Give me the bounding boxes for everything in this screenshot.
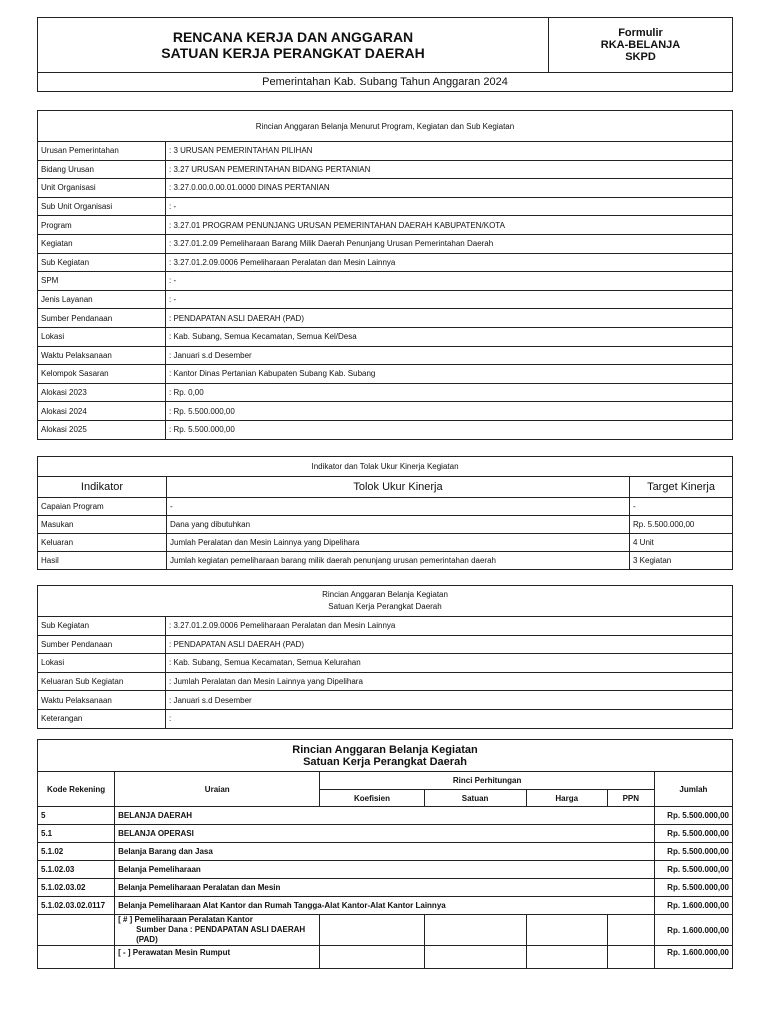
row-value: : -	[166, 272, 733, 291]
row-value: : Jumlah Peralatan dan Mesin Lainnya yang Dipelihara	[166, 672, 733, 691]
row-value: : PENDAPATAN ASLI DAERAH (PAD)	[166, 309, 733, 328]
uraian-cell: Belanja Pemeliharaan Peralatan dan Mesin	[115, 879, 655, 897]
row-value: : 3.27.01.2.09.0006 Pemeliharaan Peralatan dan Mesin Lainnya	[166, 617, 733, 636]
row-value: : Januari s.d Desember	[166, 691, 733, 710]
jumlah-cell: Rp. 5.500.000,00	[654, 843, 732, 861]
row-value: : Rp. 5.500.000,00	[166, 402, 733, 421]
row-label: Kelompok Sasaran	[38, 365, 166, 384]
activity-info-row	[38, 672, 733, 691]
jumlah-cell: Rp. 5.500.000,00	[654, 861, 732, 879]
kode-rekening-cell: 5.1	[38, 825, 115, 843]
activity-info-row	[38, 691, 733, 710]
row-label: Sub Kegiatan	[38, 617, 166, 636]
form-type: RKA-BELANJA	[600, 39, 681, 51]
form-unit: SKPD	[625, 51, 656, 63]
program-info-row	[38, 272, 733, 291]
row-value: : 3 URUSAN PEMERINTAHAN PILIHAN	[166, 142, 733, 161]
program-info-row	[38, 197, 733, 216]
row-value: : 3.27.01.2.09 Pemeliharaan Barang Milik Daerah Penunjang Urusan Pemerintahan Daerah	[166, 234, 733, 253]
row-label: Lokasi	[38, 327, 166, 346]
row-value: : PENDAPATAN ASLI DAERAH (PAD)	[166, 635, 733, 654]
kode-rekening-cell: 5	[38, 807, 115, 825]
group-satuan-cell	[424, 915, 526, 946]
form-code	[549, 18, 733, 73]
document-header	[37, 17, 733, 92]
program-detail-table	[37, 110, 733, 440]
uraian-cell: BELANJA OPERASI	[115, 825, 655, 843]
program-info-row	[38, 216, 733, 235]
jumlah-cell: Rp. 5.500.000,00	[654, 879, 732, 897]
row-label: Alokasi 2025	[38, 420, 166, 439]
kode-rekening-cell	[38, 915, 115, 946]
group-ppn-cell	[607, 915, 654, 946]
col-tolok-ukur: Tolok Ukur Kinerja	[167, 477, 630, 498]
indicator-target-cell: 4 Unit	[630, 534, 733, 552]
indicator-table	[37, 456, 733, 570]
row-value: : Kab. Subang, Semua Kecamatan, Semua Kelurahan	[166, 654, 733, 673]
item-ppn-cell	[607, 946, 654, 969]
group-source: Sumber Dana : PENDAPATAN ASLI DAERAH (PAD)	[136, 925, 306, 944]
indicator-section-title: Indikator dan Tolak Ukur Kinerja Kegiatan	[38, 457, 733, 477]
row-label: Alokasi 2023	[38, 383, 166, 402]
budget-group-row	[38, 915, 733, 946]
program-info-row	[38, 402, 733, 421]
jumlah-cell: Rp. 1.600.000,00	[654, 946, 732, 969]
col-harga: Harga	[526, 790, 607, 807]
budget-row	[38, 843, 733, 861]
row-label: Waktu Pelaksanaan	[38, 346, 166, 365]
col-koefisien: Koefisien	[320, 790, 424, 807]
program-info-row	[38, 383, 733, 402]
program-info-row	[38, 365, 733, 384]
indicator-row	[38, 516, 733, 534]
jumlah-cell: Rp. 5.500.000,00	[654, 825, 732, 843]
activity-info-row	[38, 709, 733, 728]
activity-section-title	[38, 586, 733, 617]
activity-title-line-2: Satuan Kerja Perangkat Daerah	[328, 602, 442, 611]
row-label: Program	[38, 216, 166, 235]
indicator-indikator-cell: Keluaran	[38, 534, 167, 552]
row-value: : Kantor Dinas Pertanian Kabupaten Subang Kab. Subang	[166, 365, 733, 384]
row-label: Urusan Pemerintahan	[38, 142, 166, 161]
col-uraian: Uraian	[115, 772, 320, 807]
indicator-row	[38, 534, 733, 552]
row-label: Sub Kegiatan	[38, 253, 166, 272]
row-value: : Rp. 0,00	[166, 383, 733, 402]
indicator-indikator-cell: Masukan	[38, 516, 167, 534]
uraian-cell: Belanja Pemeliharaan	[115, 861, 655, 879]
budget-row	[38, 825, 733, 843]
row-value: : Kab. Subang, Semua Kecamatan, Semua Kel/Desa	[166, 327, 733, 346]
program-section-title: Rincian Anggaran Belanja Menurut Program, Kegiatan dan Sub Kegiatan	[38, 111, 733, 142]
budget-row	[38, 807, 733, 825]
budget-table	[37, 739, 733, 969]
row-label: Keluaran Sub Kegiatan	[38, 672, 166, 691]
budget-row	[38, 879, 733, 897]
row-label: Alokasi 2024	[38, 402, 166, 421]
row-value: : Rp. 5.500.000,00	[166, 420, 733, 439]
col-satuan: Satuan	[424, 790, 526, 807]
item-koefisien-cell	[320, 946, 424, 969]
row-value: : Januari s.d Desember	[166, 346, 733, 365]
activity-info-row	[38, 635, 733, 654]
program-info-row	[38, 309, 733, 328]
program-info-row	[38, 327, 733, 346]
row-label: Sub Unit Organisasi	[38, 197, 166, 216]
activity-info-row	[38, 617, 733, 636]
uraian-cell: Belanja Pemeliharaan Alat Kantor dan Rumah Tangga-Alat Kantor-Alat Kantor Lainnya	[115, 897, 655, 915]
col-target-kinerja: Target Kinerja	[630, 477, 733, 498]
activity-detail-table	[37, 585, 733, 729]
kode-rekening-cell: 5.1.02	[38, 843, 115, 861]
document-subtitle: Pemerintahan Kab. Subang Tahun Anggaran 2024	[38, 73, 733, 92]
jumlah-cell: Rp. 5.500.000,00	[654, 807, 732, 825]
program-info-row	[38, 142, 733, 161]
row-label: Sumber Pendanaan	[38, 635, 166, 654]
indicator-tolok-cell: Dana yang dibutuhkan	[167, 516, 630, 534]
indicator-row	[38, 552, 733, 570]
group-koefisien-cell	[320, 915, 424, 946]
indicator-indikator-cell: Hasil	[38, 552, 167, 570]
row-value: : -	[166, 290, 733, 309]
program-info-row	[38, 420, 733, 439]
group-uraian-cell	[115, 915, 320, 946]
budget-section-title	[38, 740, 733, 772]
col-ppn: PPN	[607, 790, 654, 807]
program-info-row	[38, 290, 733, 309]
col-jumlah: Jumlah	[654, 772, 732, 807]
row-label: Jenis Layanan	[38, 290, 166, 309]
budget-item-row	[38, 946, 733, 969]
kode-rekening-cell	[38, 946, 115, 969]
budget-title-line-2: Satuan Kerja Perangkat Daerah	[303, 755, 467, 768]
budget-row	[38, 897, 733, 915]
jumlah-cell: Rp. 1.600.000,00	[654, 897, 732, 915]
item-satuan-cell	[424, 946, 526, 969]
row-label: SPM	[38, 272, 166, 291]
col-indikator: Indikator	[38, 477, 167, 498]
program-info-row	[38, 234, 733, 253]
indicator-tolok-cell: Jumlah Peralatan dan Mesin Lainnya yang Dipelihara	[167, 534, 630, 552]
row-value: : 3.27.01 PROGRAM PENUNJANG URUSAN PEMERINTAHAN DAERAH KABUPATEN/KOTA	[166, 216, 733, 235]
kode-rekening-cell: 5.1.02.03.02	[38, 879, 115, 897]
row-label: Unit Organisasi	[38, 179, 166, 198]
item-uraian-cell: [ - ] Perawatan Mesin Rumput	[115, 946, 320, 969]
col-rinci-perhitungan: Rinci Perhitungan	[320, 772, 654, 790]
indicator-target-cell: -	[630, 498, 733, 516]
row-value: :	[166, 709, 733, 728]
group-title: [ # ] Pemeliharaan Peralatan Kantor	[118, 915, 253, 924]
row-label: Lokasi	[38, 654, 166, 673]
row-value: : 3.27.0.00.0.00.01.0000 DINAS PERTANIAN	[166, 179, 733, 198]
row-label: Kegiatan	[38, 234, 166, 253]
program-info-row	[38, 179, 733, 198]
indicator-target-cell: 3 Kegiatan	[630, 552, 733, 570]
program-info-row	[38, 346, 733, 365]
kode-rekening-cell: 5.1.02.03	[38, 861, 115, 879]
uraian-cell: Belanja Barang dan Jasa	[115, 843, 655, 861]
indicator-tolok-cell: -	[167, 498, 630, 516]
program-info-row	[38, 253, 733, 272]
activity-info-row	[38, 654, 733, 673]
indicator-indikator-cell: Capaian Program	[38, 498, 167, 516]
budget-title-line-1: Rincian Anggaran Belanja Kegiatan	[292, 743, 478, 756]
title-line-2: SATUAN KERJA PERANGKAT DAERAH	[161, 45, 425, 61]
row-label: Sumber Pendanaan	[38, 309, 166, 328]
row-label: Bidang Urusan	[38, 160, 166, 179]
budget-row	[38, 861, 733, 879]
group-harga-cell	[526, 915, 607, 946]
item-harga-cell	[526, 946, 607, 969]
row-value: : 3.27.01.2.09.0006 Pemeliharaan Peralatan dan Mesin Lainnya	[166, 253, 733, 272]
indicator-tolok-cell: Jumlah kegiatan pemeliharaan barang milik daerah penunjang urusan pemerintahan daerah	[167, 552, 630, 570]
row-label: Waktu Pelaksanaan	[38, 691, 166, 710]
activity-title-line-1: Rincian Anggaran Belanja Kegiatan	[322, 590, 448, 599]
col-kode-rekening: Kode Rekening	[38, 772, 115, 807]
uraian-cell: BELANJA DAERAH	[115, 807, 655, 825]
row-value: : -	[166, 197, 733, 216]
jumlah-cell: Rp. 1.600.000,00	[654, 915, 732, 946]
indicator-row	[38, 498, 733, 516]
form-label: Formulir	[618, 27, 663, 39]
document-title	[38, 18, 549, 73]
title-line-1: RENCANA KERJA DAN ANGGARAN	[172, 29, 414, 45]
row-value: : 3.27 URUSAN PEMERINTAHAN BIDANG PERTANIAN	[166, 160, 733, 179]
program-info-row	[38, 160, 733, 179]
indicator-target-cell: Rp. 5.500.000,00	[630, 516, 733, 534]
row-label: Keterangan	[38, 709, 166, 728]
kode-rekening-cell: 5.1.02.03.02.0117	[38, 897, 115, 915]
